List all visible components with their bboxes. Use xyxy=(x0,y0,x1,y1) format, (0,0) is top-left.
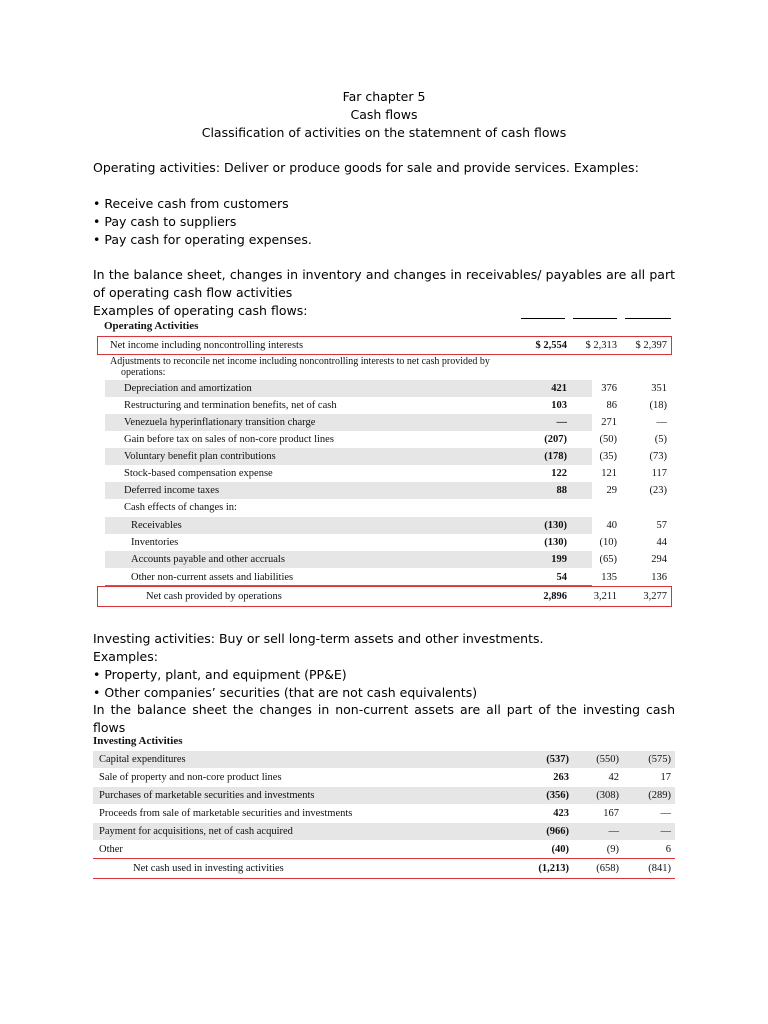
row-label: Other non-current assets and liabilities xyxy=(131,572,294,583)
table-row xyxy=(93,860,675,877)
value-2015: 294 xyxy=(651,554,667,565)
table-row xyxy=(93,805,675,822)
value-2016: (9) xyxy=(606,844,619,855)
value-2017: 2,896 xyxy=(543,591,567,602)
list-item: • Pay cash for operating expenses. xyxy=(93,231,675,249)
title-line-1: Far chapter 5 xyxy=(342,89,426,104)
value-2017: $ 2,554 xyxy=(535,340,567,351)
list-item: • Receive cash from customers xyxy=(93,195,675,213)
row-label: Net cash used in investing activities xyxy=(133,863,284,874)
value-2015: 44 xyxy=(656,537,667,548)
value-2016: 40 xyxy=(606,520,617,531)
table-row xyxy=(93,823,675,840)
table-row-values xyxy=(93,414,675,431)
value-2017: 423 xyxy=(553,808,569,819)
list-item: • Property, plant, and equipment (PP&E) xyxy=(93,666,675,684)
value-2015: (73) xyxy=(649,451,667,462)
document-title xyxy=(0,88,768,142)
value-2015: 17 xyxy=(660,772,671,783)
table-heading: Operating Activities xyxy=(104,320,199,332)
value-2016: (35) xyxy=(599,451,617,462)
value-2016: 135 xyxy=(601,572,617,583)
value-2016: (658) xyxy=(596,863,619,874)
row-label: Venezuela hyperinflationary transition charge xyxy=(124,417,316,428)
investing-examples-label: Examples: xyxy=(93,649,158,664)
value-2015: 136 xyxy=(651,572,667,583)
list-item: • Other companies’ securities (that are not cash equivalents) xyxy=(93,684,675,702)
title-line-3: Classification of activities on the statemnent of cash flows xyxy=(201,125,567,140)
table-row xyxy=(93,397,675,414)
value-2015: (18) xyxy=(649,400,667,411)
table-row xyxy=(93,499,675,516)
value-2017: (966) xyxy=(546,826,569,837)
table-row-values xyxy=(93,551,675,568)
row-label: Other xyxy=(99,844,123,855)
value-2015: 6 xyxy=(665,844,671,855)
table-row-values xyxy=(93,517,675,534)
value-2017: 122 xyxy=(551,468,567,479)
value-2017: 263 xyxy=(553,772,569,783)
row-label: Accounts payable and other accruals xyxy=(131,554,285,565)
value-2015: $ 2,397 xyxy=(635,340,667,351)
investing-intro: Investing activities: Buy or sell long-term assets and other investments. xyxy=(93,631,544,646)
row-label: Depreciation and amortization xyxy=(124,383,252,394)
column-rule xyxy=(521,318,565,319)
row-label: Voluntary benefit plan contributions xyxy=(124,451,276,462)
value-2015: (5) xyxy=(654,434,667,445)
investing-bullets xyxy=(93,666,675,702)
value-2015: (841) xyxy=(648,863,671,874)
value-2015: (23) xyxy=(649,485,667,496)
row-label: Inventories xyxy=(131,537,179,548)
table-row xyxy=(93,787,675,804)
value-2017: 54 xyxy=(556,572,567,583)
value-2017: 199 xyxy=(551,554,567,565)
adjustments-line-1: Adjustments to reconcile net income including noncontrolling interests to net cash provided by xyxy=(110,356,490,367)
table-row-values xyxy=(93,380,675,397)
value-2015: — xyxy=(656,417,667,428)
value-2016: 29 xyxy=(606,485,617,496)
value-2016: 3,211 xyxy=(593,591,617,602)
investing-cash-flows-table xyxy=(93,734,675,880)
column-rule xyxy=(625,318,671,319)
value-2016: 86 xyxy=(606,400,617,411)
column-rule xyxy=(573,318,617,319)
value-2016: 167 xyxy=(603,808,619,819)
value-2015: (289) xyxy=(648,790,671,801)
value-2017: 88 xyxy=(556,485,567,496)
value-2015: 3,277 xyxy=(643,591,667,602)
row-label: Purchases of marketable securities and investments xyxy=(99,790,315,801)
value-2015: (575) xyxy=(648,754,671,765)
row-label: Proceeds from sale of marketable securities and investments xyxy=(99,808,353,819)
operating-examples-label: Examples of operating cash flows: xyxy=(93,303,308,318)
title-line-2: Cash flows xyxy=(350,107,418,122)
table-heading: Investing Activities xyxy=(93,735,183,747)
row-label: Capital expenditures xyxy=(99,754,186,765)
value-2017: (1,213) xyxy=(538,863,569,874)
list-item: • Pay cash to suppliers xyxy=(93,213,675,231)
row-label: Payment for acquisitions, net of cash acquired xyxy=(99,826,293,837)
row-label: Receivables xyxy=(131,520,182,531)
table-row xyxy=(93,431,675,448)
table-row xyxy=(93,769,675,786)
value-2016: (308) xyxy=(596,790,619,801)
table-row xyxy=(93,534,675,551)
investing-note: In the balance sheet the changes in non-current assets are all part of the investing cash flows xyxy=(93,702,675,735)
value-2017: (130) xyxy=(544,520,567,531)
value-2017: (356) xyxy=(546,790,569,801)
value-2016: 121 xyxy=(601,468,617,479)
value-2017: (130) xyxy=(544,537,567,548)
operating-bullets xyxy=(93,195,675,249)
operating-intro: Operating activities: Deliver or produce goods for sale and provide services. Examples: xyxy=(93,160,639,175)
value-2015: 57 xyxy=(656,520,667,531)
operating-note: In the balance sheet, changes in inventory and changes in receivables/ payables are all part of operating cash flow activities xyxy=(93,267,675,300)
value-2017: (40) xyxy=(551,844,569,855)
value-2016: $ 2,313 xyxy=(585,340,617,351)
value-2017: (537) xyxy=(546,754,569,765)
value-2016: — xyxy=(608,826,619,837)
row-label: Gain before tax on sales of non-core product lines xyxy=(124,434,334,445)
adjustments-label xyxy=(110,356,490,378)
value-2015: 351 xyxy=(651,383,667,394)
row-label: Deferred income taxes xyxy=(124,485,220,496)
value-2016: (50) xyxy=(599,434,617,445)
row-label: Stock-based compensation expense xyxy=(124,468,273,479)
value-2015: — xyxy=(660,826,671,837)
table-row xyxy=(93,337,675,354)
value-2017: (207) xyxy=(544,434,567,445)
table-row xyxy=(93,751,675,768)
row-label: Restructuring and termination benefits, net of cash xyxy=(124,400,337,411)
value-2016: 271 xyxy=(601,417,617,428)
table-row xyxy=(93,569,675,586)
value-2015: — xyxy=(660,808,671,819)
value-2017: 103 xyxy=(551,400,567,411)
table-row-values xyxy=(93,448,675,465)
value-2016: 42 xyxy=(608,772,619,783)
value-2017: — xyxy=(556,417,567,428)
row-label: Net income including noncontrolling interests xyxy=(110,340,304,351)
row-label: Sale of property and non-core product lines xyxy=(99,772,282,783)
value-2016: (65) xyxy=(599,554,617,565)
row-label: Net cash provided by operations xyxy=(146,591,282,602)
value-2015: 117 xyxy=(651,468,667,479)
value-2016: 376 xyxy=(601,383,617,394)
row-label: Cash effects of changes in: xyxy=(124,502,237,513)
adjustments-line-2: operations: xyxy=(121,367,166,378)
table-row xyxy=(93,465,675,482)
table-row-values xyxy=(93,482,675,499)
highlight-rule xyxy=(93,858,675,859)
value-2017: 421 xyxy=(551,383,567,394)
table-row xyxy=(93,841,675,858)
value-2016: (550) xyxy=(596,754,619,765)
value-2016: (10) xyxy=(599,537,617,548)
highlight-rule xyxy=(93,878,675,879)
table-row xyxy=(93,588,675,605)
value-2017: (178) xyxy=(544,451,567,462)
operating-cash-flows-table xyxy=(93,316,675,612)
